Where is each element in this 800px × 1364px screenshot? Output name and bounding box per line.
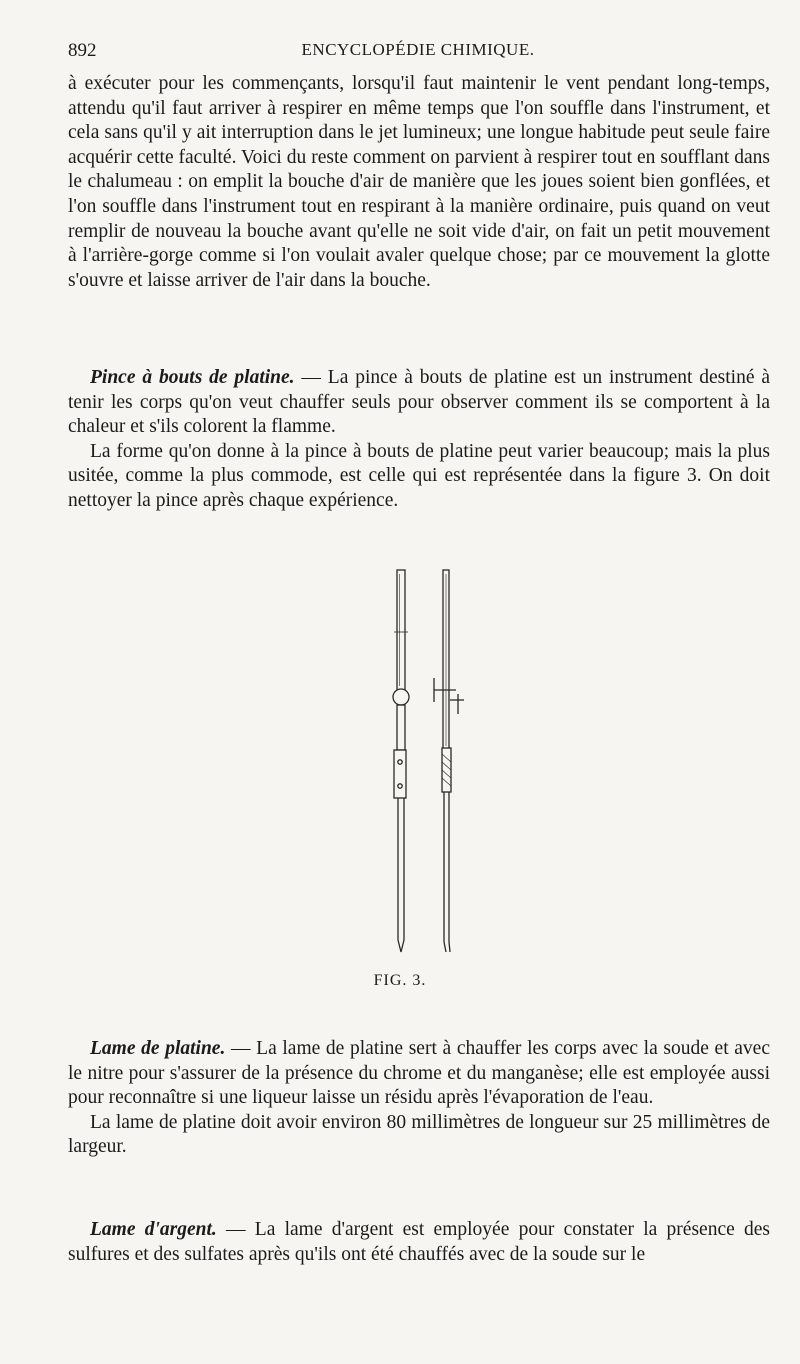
paragraph-lame-platine-definition — [68, 1037, 770, 1111]
page-header — [68, 40, 768, 66]
paragraph-text: — La pince à bouts de platine est un instrument destiné à tenir les corps qu'on veut chauffer seuls pour observer comment ils se comportent à la chaleur et s'ils colorent la flamme. — [68, 367, 770, 438]
paragraph-lame-argent-definition — [68, 1218, 770, 1267]
paragraph-pince-definition — [68, 366, 770, 440]
paragraph-respiration — [68, 72, 770, 293]
figure-pince — [380, 560, 490, 960]
section-pince — [68, 366, 770, 514]
pince-left-slider — [394, 750, 406, 798]
section-lame-argent — [68, 1218, 770, 1267]
running-title: ENCYCLOPÉDIE CHIMIQUE. — [301, 40, 535, 59]
paragraph-text: — La lame d'argent est employée pour constater la présence des sulfures et des sulfates après qu'ils ont été chauffés avec de la soude sur le — [68, 1219, 770, 1265]
paragraph-text: à exécuter pour les commençants, lorsqu'il faut maintenir le vent pendant long-temps, attendu qu'il faut arriver à respirer en même temps que l'on souffle dans l'instrument, et cela sans qu'il y ait interruption dans le jet lumineux; une longue habitude peut seule faire acquérir cette faculté. Voici du reste comment on parvient à respirer tout en soufflant dans le chalumeau : on emplit la bouche d'air de manière que les joues soient bien gonflées, et l'on souffle dans l'instrument tout en respirant à la manière ordinaire, puis quand on veut remplir de nouveau la bouche avant qu'elle ne soit vide d'air, on fait un petit mouvement à l'arrière-gorge comme si l'on voulait avaler quelque chose; par ce mouvement la glotte s'ouvre et laisse arriver de l'air dans la bouche. — [68, 73, 770, 291]
paragraph-text: — La lame de platine sert à chauffer les corps avec la soude et avec le nitre pour s'assurer de la présence du chrome et du manganèse; elle est employée aussi pour reconnaître si une liqueur laisse un résidu après l'évaporation de l'eau. — [68, 1038, 770, 1109]
term-pince: Pince à bouts de platine. — [90, 367, 295, 388]
pince-left-middle-shaft — [397, 705, 405, 750]
figure-caption: FIG. 3. — [373, 972, 427, 989]
section-lame-platine — [68, 1037, 770, 1160]
pince-left-ring — [393, 689, 409, 705]
pince-right-slider — [442, 748, 451, 792]
term-lame-platine: Lame de platine. — [90, 1038, 226, 1059]
pince-left-tip — [398, 940, 404, 952]
pince-left-upper-shaft — [397, 570, 405, 690]
paragraph-lame-platine-dimensions: La lame de platine doit avoir environ 80 millimètres de longueur sur 25 millimètres de largeur. — [68, 1111, 770, 1158]
page-number: 892 — [68, 40, 97, 61]
pince-right-tip — [444, 942, 450, 952]
pince-illustration — [380, 560, 490, 960]
term-lame-argent: Lame d'argent. — [90, 1219, 217, 1240]
paragraph-pince-forme: La forme qu'on donne à la pince à bouts de platine peut varier beaucoup; mais la plus usitée, comme la plus commode, est celle qui est représentée dans la figure 3. On doit nettoyer la pince après chaque expérience. — [68, 440, 770, 511]
